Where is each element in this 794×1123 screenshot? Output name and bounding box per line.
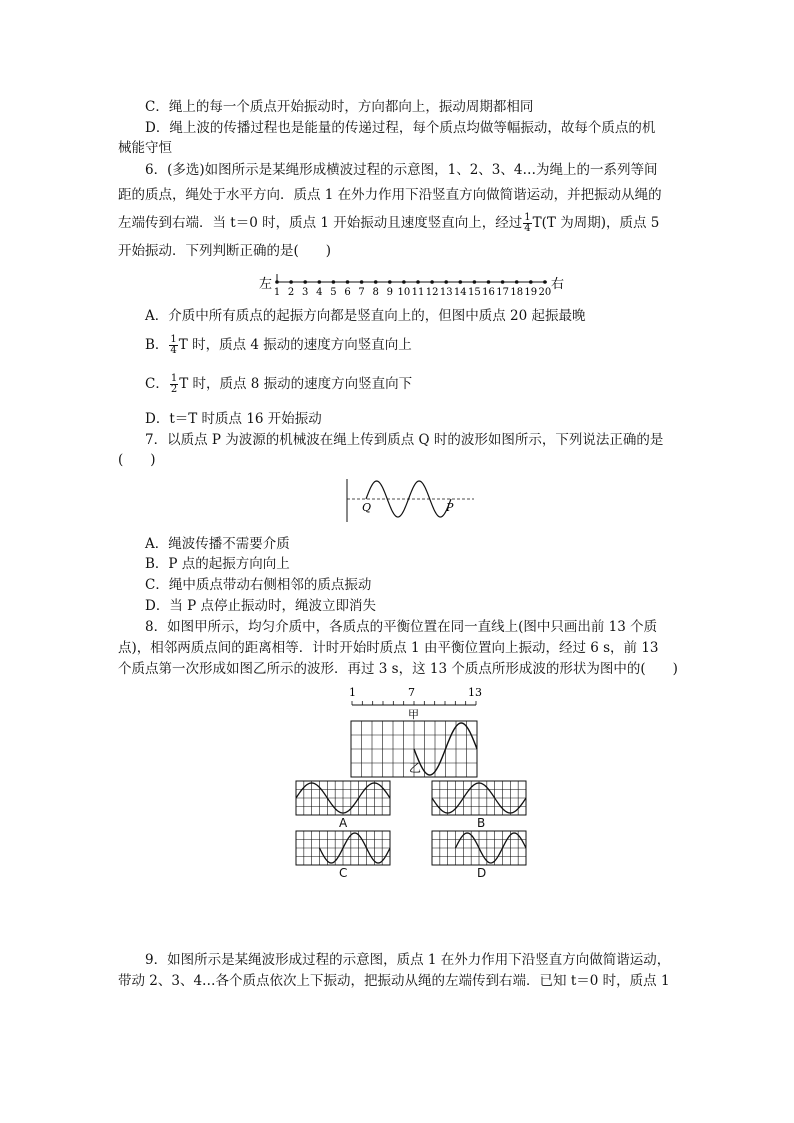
rope-point (459, 280, 463, 284)
q-label: Q (362, 501, 372, 514)
rope-point-label: 18 (510, 287, 524, 298)
figure-jia-scale (340, 684, 490, 720)
option-b-grid (431, 780, 527, 816)
rope-point-label: 19 (524, 287, 538, 298)
rope-point (303, 280, 307, 284)
rope-point (402, 280, 406, 284)
q7-option-a: A．绳波传播不需要介质 (145, 536, 290, 552)
rope-point (374, 280, 378, 284)
option-a-grid (295, 780, 391, 816)
p-label: P (446, 501, 454, 514)
scale-label-7: 7 (408, 686, 415, 699)
rope-point-label: 5 (330, 287, 337, 298)
rope-point (444, 280, 448, 284)
q9-line-1: 9．如图所示是某绳波形成过程的示意图，质点 1 在外力作用下沿竖直方向做简谐运动， (145, 952, 671, 968)
rope-point (332, 280, 336, 284)
q6-option-a: A．介质中所有质点的起振方向都是竖直向上的，但图中质点 20 起振最晚 (145, 308, 586, 324)
q8-line-3: 个质点第一次形成如图乙所示的波形．再过 3 s，这 13 个质点所形成波的形状为图中的( ) (118, 661, 678, 677)
fraction-half: $\frac{1}{2}$ (170, 373, 178, 395)
rope-point-label: 14 (453, 287, 467, 298)
q6-line-2: 距的质点，绳处于水平方向．质点 1 在外力作用下沿竖直方向做简谐运动，并把振动从绳的 (118, 187, 662, 203)
option-c-label: C (339, 866, 348, 880)
rope-point (529, 280, 533, 284)
caption-yi: 乙 (409, 761, 422, 775)
rope-point (416, 280, 420, 284)
q6-line-3: 左端传到右端．当 t＝0 时，质点 1 开始振动且速度竖直向上，经过 $\frac{1}{4}$ T(T 为周期)，质点 5 (118, 212, 660, 234)
rope-point-label: 3 (302, 287, 309, 298)
rope-point (346, 280, 350, 284)
fraction-quarter: $\frac{1}{4}$ (524, 212, 531, 234)
rope-point-label: 20 (538, 287, 552, 298)
scale-label-1: 1 (349, 686, 356, 699)
rope-point-label: 7 (358, 287, 365, 298)
rope-point (289, 280, 293, 284)
q8-line-2: 点)，相邻两质点间的距离相等．计时开始时质点 1 由平衡位置向上振动，经过 6 s，前 13 (118, 640, 659, 656)
rope-point-label: 1 (273, 287, 281, 298)
q6-option-b: B． $\frac{1}{4}$ T 时，质点 4 振动的速度方向竖直向上 (145, 334, 412, 356)
figure-rope-wave (342, 476, 482, 526)
rope-point-label: 12 (425, 287, 439, 298)
rope-point-label: 8 (372, 287, 379, 298)
rope-point-label: 16 (482, 287, 495, 298)
option-a-label: A (339, 816, 348, 830)
rope-point-label: 15 (468, 287, 481, 298)
rope-point-label: 2 (287, 287, 295, 298)
rope-point (318, 280, 322, 284)
rope-point (515, 280, 519, 284)
rope-point (543, 280, 547, 284)
option-d-grid (431, 830, 527, 866)
right-label: 右 (551, 277, 565, 292)
q8-line-1: 8．如图甲所示，均匀介质中，各质点的平衡位置在同一直线上(图中只画出前 13 个质 (145, 619, 658, 635)
rope-point-label: 10 (397, 287, 411, 298)
scale-label-13: 13 (468, 686, 482, 699)
rope-point-label: 13 (439, 287, 453, 298)
rope-point (360, 280, 364, 284)
rope-point-label: 17 (496, 287, 509, 298)
q6-option-d: D．t＝T 时质点 16 开始振动 (145, 411, 322, 427)
rope-point-label: 6 (344, 287, 351, 298)
q7-line-1: 7．以质点 P 为波源的机械波在绳上传到质点 Q 时的波形如图所示，下列说法正确的是 (145, 432, 664, 448)
rope-point (473, 280, 477, 284)
q6-option-c: C． $\frac{1}{2}$ T 时，质点 8 振动的速度方向竖直向下 (145, 373, 413, 395)
q7-option-c: C．绳中质点带动右侧相邻的质点振动 (145, 577, 372, 593)
q9-line-2: 带动 2、3、4…各个质点依次上下振动，把振动从绳的左端传到右端．已知 t＝0 时，质点 1 (118, 973, 670, 989)
figure-rope-points (255, 272, 575, 298)
rope-point (487, 280, 491, 284)
rope-point (388, 280, 392, 284)
option-d-label: D (477, 866, 487, 880)
option-d-prev-cont: 械能守恒 (118, 140, 172, 156)
q7-option-b: B．P 点的起振方向向上 (145, 556, 290, 572)
q7-option-d: D．当 P 点停止振动时，绳波立即消失 (145, 598, 376, 614)
fraction-quarter-b: $\frac{1}{4}$ (170, 334, 177, 356)
option-b-label: B (477, 816, 486, 830)
option-c-grid (295, 830, 391, 866)
option-c-prev: C．绳上的每一个质点开始振动时，方向都向上，振动周期都相同 (145, 99, 534, 115)
rope-point (501, 280, 505, 284)
rope-point-label: 4 (316, 287, 323, 298)
q6-line-1: 6．(多选)如图所示是某绳形成横波过程的示意图，1、2、3、4…为绳上的一系列等间 (145, 162, 658, 178)
caption-jia: 甲 (408, 708, 419, 720)
q6-line-4: 开始振动．下列判断正确的是( ) (118, 243, 332, 259)
option-d-prev: D．绳上波的传播过程也是能量的传递过程，每个质点均做等幅振动，故每个质点的机 (145, 120, 656, 136)
left-label: 左 (259, 277, 273, 292)
rope-point-label: 11 (411, 287, 425, 298)
rope-point (430, 280, 434, 284)
rope-point-label: 9 (386, 287, 393, 298)
rope-point (275, 280, 279, 284)
q7-line-2: ( ) (118, 452, 156, 468)
